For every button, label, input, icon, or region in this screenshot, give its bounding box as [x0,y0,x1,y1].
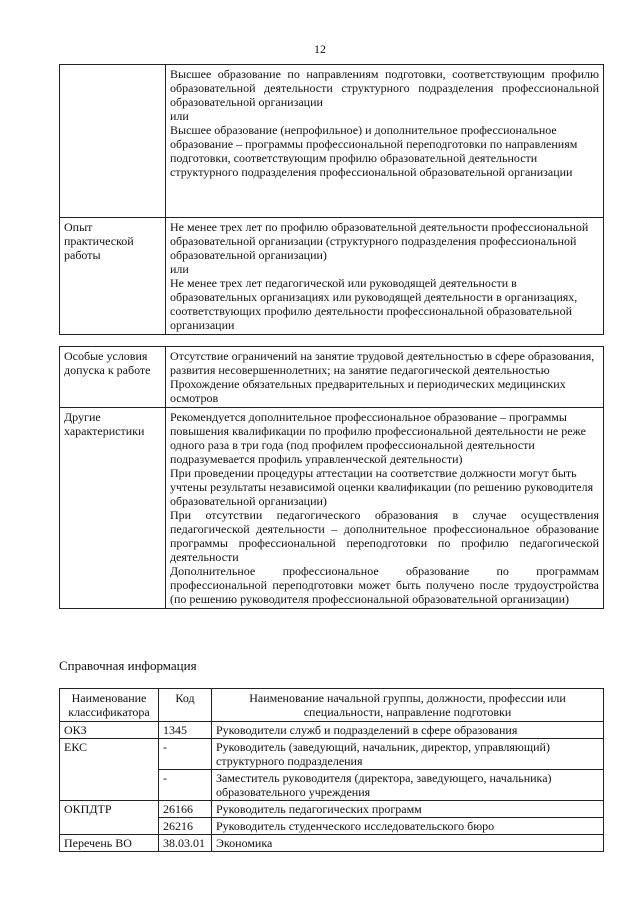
paragraph: Отсутствие ограничений на занятие трудовой деятельностью в сфере образования, развития несовершеннолетних; на занятие педагогической деятельностью [170,349,595,377]
cell-name: Руководители служб и подразделений в сфере образования [212,722,604,739]
paragraph: или [170,262,189,276]
cell-code: 1345 [159,722,212,739]
cell-code: 38.03.01 [159,835,212,852]
cell-code: 26216 [159,818,212,835]
cell-code: - [159,739,212,770]
table-row [60,408,604,609]
row-content [166,65,604,218]
row-label: Опыт практической работы [60,218,166,335]
paragraph: При проведении процедуры аттестации на соответствие должности могут быть учтены результаты независимой оценки квалификации (по решению руководителя образовательной организации) [170,466,594,508]
header-code: Код [159,689,212,722]
paragraph: Высшее образование по направлениям подготовки, соответствующим профилю образовательной деятельности структурного подразделения профессиональной образовательной организации [170,67,599,109]
row-content [166,347,604,408]
table-row [60,65,604,218]
reference-heading: Справочная информация [59,658,197,673]
page-number: 12 [314,42,326,56]
paragraph: При отсутствии педагогического образования в случае осуществления педагогической деятельности – дополнительное профессиональное образование программы профессиональной переподготовки по профилю педагогической деятельности [170,508,599,564]
table-row [60,801,604,818]
table-row [60,218,604,335]
header-name: Наименование начальной группы, должности, профессии или специальности, направление подготовки [212,689,604,722]
cell-name: Руководитель студенческого исследовательского бюро [212,818,604,835]
paragraph: Не менее трех лет по профилю образовательной деятельности профессиональной образовательной организации (структурного подразделения профессиональной образовательной организации) [170,220,589,262]
paragraph: Прохождение обязательных предварительных и периодических медицинских осмотров [170,377,566,405]
cell-classifier: Перечень ВО [60,835,159,852]
paragraph: Рекомендуется дополнительное профессиональное образование – программы повышения квалификации по профилю профессиональной деятельности не реже одного раза в три года (под профилем профессиональной деятельности подразумевается профиль управленческой деятельности) [170,410,586,466]
row-content [166,408,604,609]
cell-classifier: ЕКС [60,739,159,801]
cell-name: Руководитель (заведующий, начальник, директор, управляющий) структурного подразделения [212,739,604,770]
cell-code: - [159,770,212,801]
table-header-row [60,689,604,722]
row-label: Особые условия допуска к работе [60,347,166,408]
cell-name: Руководитель педагогических программ [212,801,604,818]
paragraph: или [170,109,189,123]
requirements-table [59,64,604,335]
cell-name: Экономика [212,835,604,852]
reference-table [59,688,604,852]
header-classifier: Наименование классификатора [60,689,159,722]
cell-name: Заместитель руководителя (директора, заведующего, начальника) образовательного учреждения [212,770,604,801]
paragraph: Высшее образование (непрофильное) и дополнительное профессиональное образование – программы профессиональной переподготовки по направлениям подготовки, соответствующим профилю образовательной деятельности структурного подразделения профессиональной образовательной организации [170,123,578,179]
paragraph: Не менее трех лет педагогической или руководящей деятельности в образовательных организациях или руководящей деятельности в организациях, соответствующих профилю деятельности профессиональной образовательной организации [170,276,578,332]
conditions-table [59,346,604,609]
table-row [60,347,604,408]
row-label [60,65,166,218]
table-row [60,722,604,739]
table-row [60,835,604,852]
table-row [60,739,604,770]
row-label: Другие характеристики [60,408,166,609]
cell-code: 26166 [159,801,212,818]
cell-classifier: ОКЗ [60,722,159,739]
paragraph: Дополнительное профессиональное образование по программам профессиональной переподготовки может быть получено после трудоустройства (по решению руководителя профессиональной образовательной организации) [170,564,599,606]
cell-classifier: ОКПДТР [60,801,159,835]
row-content [166,218,604,335]
